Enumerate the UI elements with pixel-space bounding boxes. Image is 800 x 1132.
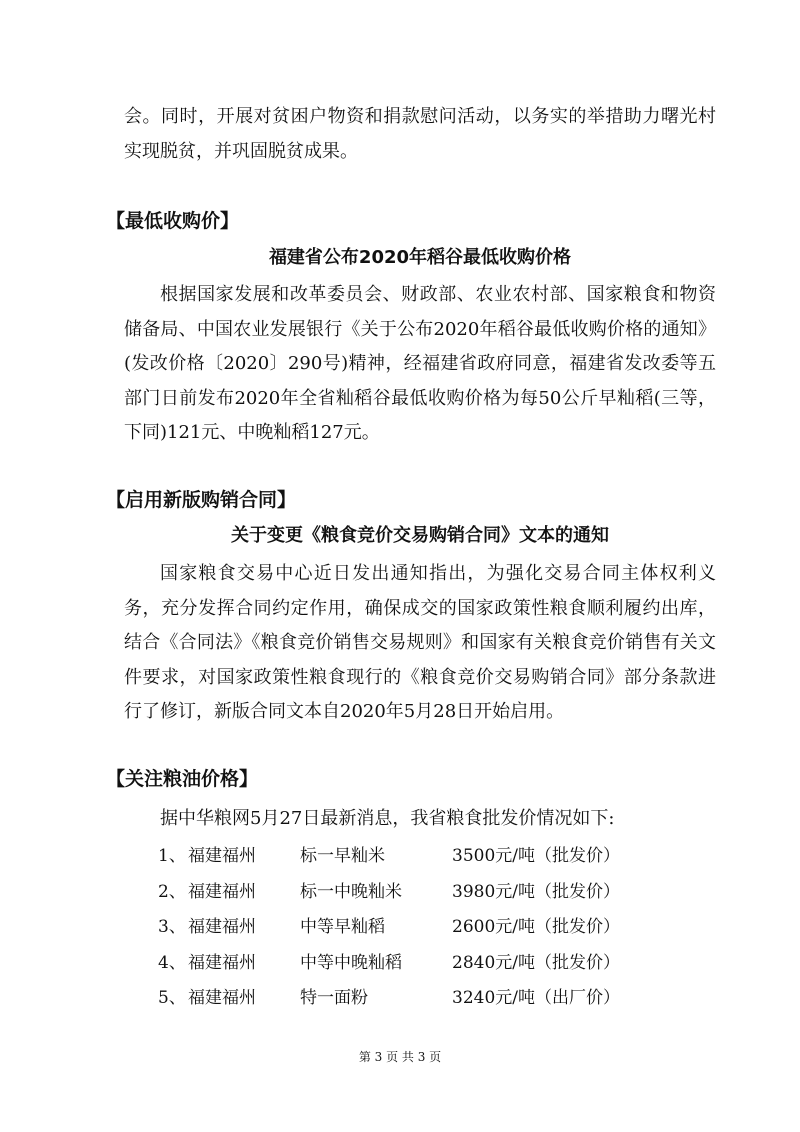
price-location: 福建福州 — [188, 846, 256, 866]
price-index: 5、 — [158, 988, 186, 1008]
price-row — [158, 839, 658, 875]
price-value: 2600元/吨（批发价） — [452, 917, 620, 937]
price-index: 3、 — [158, 917, 186, 937]
article-body-rice-min-price: 根据国家发展和改革委员会、财政部、农业农村部、国家粮食和物资储备局、中国农业发展银行《关于公布2020年稻谷最低收购价格的通知》(发改价格〔2020〕290号)精神，经福建省政府同意，福建省发改委等五部门日前发布2020年全省籼稻谷最低收购价格为每50公斤早籼稻(三等，下同)121元、中晚籼稻127元。 — [124, 284, 716, 443]
price-location: 福建福州 — [188, 952, 256, 973]
price-location: 福建福州 — [188, 881, 256, 902]
price-list — [158, 839, 658, 1017]
price-row — [158, 875, 658, 911]
price-row — [158, 981, 658, 1017]
price-value: 3500元/吨（批发价） — [452, 846, 620, 866]
article-title-contract-notice: 关于变更《粮食竞价交易购销合同》文本的通知 — [231, 525, 609, 546]
price-row — [158, 946, 658, 982]
article-title-rice-min-price: 福建省公布2020年稻谷最低收购价格 — [268, 247, 572, 268]
price-index: 1、 — [158, 846, 186, 866]
price-value: 2840元/吨（批发价） — [452, 952, 620, 973]
section-heading-grain-oil-prices: 【关注粮油价格】 — [106, 768, 259, 790]
price-item: 中等中晚籼稻 — [300, 952, 402, 973]
section-heading-new-contract: 【启用新版购销合同】 — [106, 489, 297, 511]
section-heading-min-purchase-price: 【最低收购价】 — [106, 210, 240, 232]
intro-paragraph: 会。同时，开展对贫困户物资和捐款慰问活动，以务实的举措助力曙光村实现脱贫，并巩固脱贫成果。 — [124, 106, 716, 162]
page-number-footer: 第 3 页 共 3 页 — [358, 1050, 442, 1064]
price-index: 4、 — [158, 952, 186, 973]
price-value: 3980元/吨（批发价） — [452, 881, 620, 902]
price-intro-text: 据中华粮网5月27日最新消息，我省粮食批发价情况如下: — [160, 808, 615, 829]
price-item: 标一早籼米 — [300, 846, 385, 866]
price-item: 标一中晚籼米 — [300, 881, 402, 902]
price-row — [158, 910, 658, 946]
price-location: 福建福州 — [188, 988, 256, 1008]
price-item: 中等早籼稻 — [300, 917, 385, 937]
price-item: 特一面粉 — [300, 988, 368, 1008]
article-body-contract-notice: 国家粮食交易中心近日发出通知指出，为强化交易合同主体权利义务，充分发挥合同约定作用，确保成交的国家政策性粮食顺利履约出库，结合《合同法》《粮食竞价销售交易规则》和国家有关粮食竞价销售有关文件要求，对国家政策性粮食现行的《粮食竞价交易购销合同》部分条款进行了修订，新版合同文本自2020年5月28日开始启用。 — [124, 563, 716, 722]
price-index: 2、 — [158, 881, 186, 902]
price-location: 福建福州 — [188, 917, 256, 937]
price-value: 3240元/吨（出厂价） — [452, 988, 620, 1008]
